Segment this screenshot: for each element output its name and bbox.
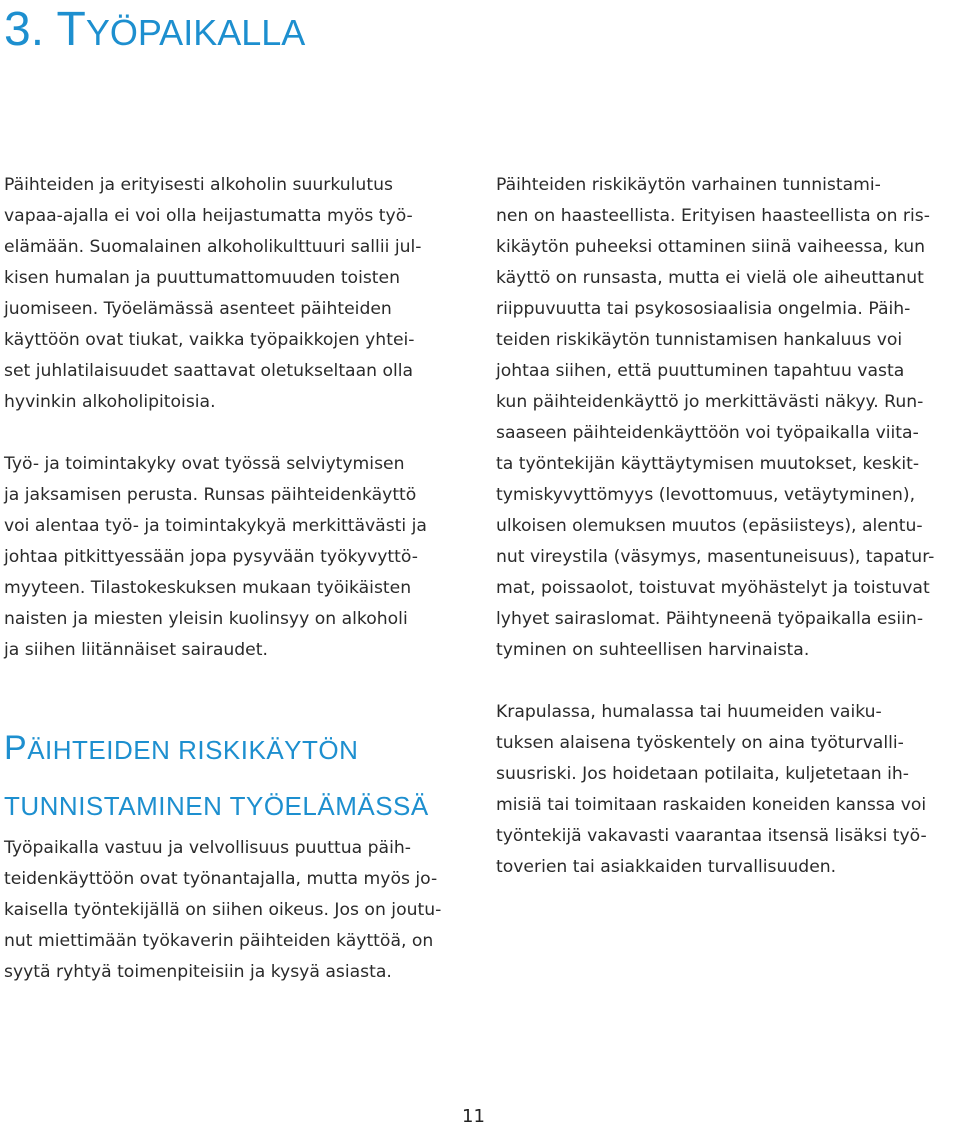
right-paragraph-1 (496, 170, 958, 666)
left-column-lower (4, 833, 474, 988)
text-line: teidenkäyttöön ovat työnantajalla, mutta myös jo- (4, 869, 438, 889)
text-line: kisen humalan ja puuttumattomuuden toisten (4, 268, 401, 288)
text-line: työntekijä vakavasti vaarantaa itsensä lisäksi työ- (496, 826, 927, 846)
text-line: naisten ja miesten yleisin kuolinsyy on alkoholi (4, 609, 408, 629)
text-line: vapaa-ajalla ei voi olla heijastumatta myös työ- (4, 206, 413, 226)
section-heading-line-1 (4, 720, 429, 778)
text-line: riippuvuutta tai psykososiaalisia ongelmia. Päih- (496, 299, 911, 319)
text-line: nen on haasteellista. Erityisen haasteellista on ris- (496, 206, 930, 226)
text-line: Työ- ja toimintakyky ovat työssä selviytymisen (4, 454, 405, 474)
chapter-number: 3. (4, 3, 45, 56)
text-line: syytä ryhtyä toimenpiteisiin ja kysyä asiasta. (4, 962, 392, 982)
text-line: ja jaksamisen perusta. Runsas päihteidenkäyttö (4, 485, 417, 505)
text-line: suusriski. Jos hoidetaan potilaita, kuljetetaan ih- (496, 764, 909, 784)
text-line: lyhyet sairaslomat. Päihtyneenä työpaikalla esiin- (496, 609, 924, 629)
text-line: nut vireystila (väsymys, masentuneisuus), tapatur- (496, 547, 935, 567)
text-line: ulkoisen olemuksen muutos (epäsiisteys), alentu- (496, 516, 923, 536)
text-line: myyteen. Tilastokeskuksen mukaan työikäisten (4, 578, 412, 598)
text-line: mat, poissaolot, toistuvat myöhästelyt ja toistuvat (496, 578, 930, 598)
right-column (496, 170, 958, 883)
text-line: toverien tai asiakkaiden turvallisuuden. (496, 857, 837, 877)
text-line: tuksen alaisena työskentely on aina työturvalli- (496, 733, 904, 753)
text-line: tyminen on suhteellisen harvinaista. (496, 640, 810, 660)
section-heading-line-1-rest: ÄIHTEIDEN RISKIKÄYTÖN (27, 735, 359, 765)
text-line: juomiseen. Työelämässä asenteet päihteiden (4, 299, 392, 319)
text-line: saaseen päihteidenkäyttöön voi työpaikalla viita- (496, 423, 919, 443)
left-paragraph-2 (4, 449, 474, 666)
section-heading-initial: P (4, 729, 28, 767)
text-line: nut miettimään työkaverin päihteiden käyttöä, on (4, 931, 434, 951)
text-line: teiden riskikäytön tunnistamisen hankaluus voi (496, 330, 903, 350)
text-line: Päihteiden ja erityisesti alkoholin suurkulutus (4, 175, 393, 195)
chapter-title-initial: T (56, 3, 86, 56)
page-number: 11 (462, 1106, 485, 1127)
text-line: Päihteiden riskikäytön varhainen tunnistami- (496, 175, 881, 195)
text-line: hyvinkin alkoholipitoisia. (4, 392, 216, 412)
left-column (4, 170, 474, 666)
text-line: voi alentaa työ- ja toimintakykyä merkittävästi ja (4, 516, 427, 536)
section-heading (4, 720, 429, 834)
page-title (4, 2, 305, 61)
text-line: misiä tai toimitaan raskaiden koneiden kanssa voi (496, 795, 927, 815)
text-line: kikäytön puheeksi ottaminen siinä vaiheessa, kun (496, 237, 926, 257)
text-line: käyttö on runsasta, mutta ei vielä ole aiheuttanut (496, 268, 924, 288)
left-lower-paragraph-1 (4, 833, 474, 988)
text-line: kun päihteidenkäyttö jo merkittävästi näkyy. Run- (496, 392, 924, 412)
text-line: johtaa pitkittyessään jopa pysyvään työkyvyttö- (4, 547, 418, 567)
text-line: ja siihen liitännäiset sairaudet. (4, 640, 268, 660)
chapter-title-rest: YÖPAIKALLA (85, 12, 306, 53)
section-heading-line-2: TUNNISTAMINEN TYÖELÄMÄSSÄ (4, 791, 429, 821)
text-line: tymiskyvyttömyys (levottomuus, vetäytyminen), (496, 485, 916, 505)
text-line: johtaa siihen, että puuttuminen tapahtuu vasta (496, 361, 905, 381)
text-line: käyttöön ovat tiukat, vaikka työpaikkojen yhtei- (4, 330, 415, 350)
text-line: set juhlatilaisuudet saattavat oletukseltaan olla (4, 361, 414, 381)
left-paragraph-1 (4, 170, 474, 418)
text-line: ta työntekijän käyttäytymisen muutokset, keskit- (496, 454, 920, 474)
right-paragraph-2 (496, 697, 958, 883)
text-line: Krapulassa, humalassa tai huumeiden vaiku- (496, 702, 882, 722)
text-line: kaisella työntekijällä on siihen oikeus. Jos on joutu- (4, 900, 442, 920)
text-line: Työpaikalla vastuu ja velvollisuus puuttua päih- (4, 838, 411, 858)
text-line: elämään. Suomalainen alkoholikulttuuri sallii jul- (4, 237, 422, 257)
